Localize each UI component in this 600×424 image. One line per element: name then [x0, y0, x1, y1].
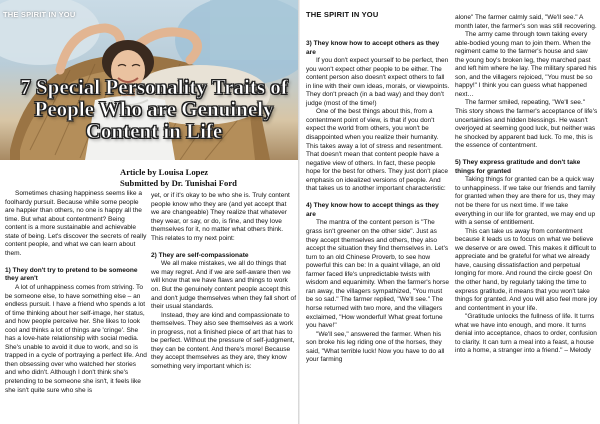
point-3-paragraph-a: If you don't expect yourself to be perfect, then you won't expect other people to be either. The content person also doesn't expect others to fall in line with their own ideas, morals, or viewpoints. They don't preach (in a bad way) and they don't judge (most of the time!): [306, 57, 450, 107]
point-4-paragraph-d: The army came through town taking every able-bodied young man to join them. When the regiment came to the farmer's house and saw the young boy's broken leg, they marched past and left him where he lay. The military spared his son, and the villagers rejoiced, "You must be so happy!" I think you can guess what happened next…: [455, 31, 597, 98]
author-line: Article by Louisa Lopez: [120, 167, 209, 177]
point-2-paragraph-a: We all make mistakes, we all do things that we may regret. And if we are self-aware then we will know that we have flaws and things to work on. But the genuinely content people accept this and don't judge themselves when they fall short of their usual standards.: [151, 260, 297, 311]
point-5-paragraph-b: This can take us away from contentment because it leads us to focus on what we believe we deserve or are owed. This makes it difficult to appreciate and be grateful for what we already have, causing dissatisfaction and perpetual longing for more. And round the circle goes! On the other hand, by regularly taking the time to express gratitude, it means that you won't take things for granted. And you will also feel more joy and contentment in your life.: [455, 227, 598, 312]
point-3-paragraph-b: One of the best things about this, from a contentment point of view, is that if you don't expect the world from others, you won't be disappointed when you realize their humanity. This takes away a lot of stress and resentment. That doesn't mean that content people have a negative view of others. In fact, these people hope for the best for others. They just don't place emphasis on idealized versions of people. And that takes us to another important characteristic:: [306, 108, 448, 193]
point-1-paragraph: A lot of unhappiness comes from striving. To be someone else, to have something else – an endless pursuit. I have a friend who spends a lot of time thinking about her self-image, her status, and how people perceive her. She likes to look cool and thinks a lot of things are 'cringe'. She has a love-hate relationship with social media. She's unable to avoid it due to work, and so is trapped in a cycle of portraying a perfect life. And then obsessing over who watched her stories and who didn't. Although I don't think she's pretending to be someone she isn't, it feels like she isn't quite sure who she is: [5, 284, 147, 394]
section-label: THE SPIRIT IN YOU: [3, 10, 76, 19]
point-2-paragraph-b: Instead, they are kind and compassionate to themselves. They also see themselves as a work in progress, not a finished piece of art that has to be perfect. Without the pressure of self-judgment, they can be content. And there's more! Because they accept themselves as they are, they know something very important which is:: [151, 311, 295, 370]
point-5-quote: "Gratitude unlocks the fullness of life. It turns what we have into enough, and more. It turns denial into acceptance, chaos to order, confusion to clarity. It can turn a meal into a feast, a house into a home, a stranger into a friend." – Melody: [455, 313, 597, 355]
point-1-continued: yet, or if it's okay to be who she is. Truly content people know who they are (and yet accept that we are changeable) They realize that whatever they wear, or say, or do, is fine, and they love themselves for it, no matter what others think. This relates to my next point:: [151, 192, 290, 242]
right-page: [300, 0, 600, 424]
point-4-paragraph-e: The farmer smiled, repeating, "We'll see." This story shows the farmer's acceptance of life's uncertainties and hidden blessings. He wasn't overjoyed at seeming good luck, but neither was he shocked by apparent bad luck. To me, this is the essence of contentment.: [455, 99, 598, 150]
point-4-paragraph-c: alone" The farmer calmly said, "We'll see." A month later, the farmer's son was still recovering.: [455, 14, 597, 30]
point-2-heading: 2) They are self-compassionate: [151, 251, 249, 259]
point-5-heading: 5) They express gratitude and don't take things for granted: [455, 159, 581, 175]
right-column-2: [455, 14, 598, 356]
left-column-2: [151, 192, 296, 371]
submitted-line: Submitted by Dr. Tunishai Ford: [120, 178, 237, 188]
point-5-paragraph-a: Taking things for granted can be a quick way to unhappiness. If we take our friends and family for granted when they are there for us, they may not be there for us next time. If we take everything in our life for granted, we may end up with a sense of entitlement.: [455, 176, 596, 227]
article-title: 7 Special Personality Traits of People Who are Genuinely Content in Life: [20, 75, 288, 143]
intro-paragraph: Sometimes chasing happiness seems like a foolhardy pursuit. Because while some people are happier than others, no one is happy all the time. But what about contentment? Being content is a more sustainable and achievable state of being. Let's discover the secrets of really content people, and what we can learn about them.: [5, 190, 147, 257]
point-1-heading: 1) They don't try to pretend to be someone they aren't: [5, 266, 138, 283]
point-4-paragraph-a: The mantra of the content person is "The grass isn't greener on the other side". Just as they accept themselves and others, they also accept the situation they find themselves in. Let's turn to an old Chinese Proverb, to see how powerful this can be: In a quaint village, an old farmer faced life's unpredictable twists with wisdom and equanimity. When the farmer's horse ran away, the villagers sympathized, "You must be so sad." The farmer replied, "We'll see." The horse returned with two more, and the villagers exclaimed, "How wonderful! What great fortune you have!": [306, 219, 450, 330]
point-4-heading: 4) They know how to accept things as they are: [306, 202, 439, 218]
point-4-paragraph-b: "We'll see," answered the farmer. When his son broke his leg riding one of the horses, they said, "What terrible luck! Now you have to do all your farming: [306, 330, 445, 364]
point-3-heading: 3) They know how to accept others as they are: [306, 40, 440, 56]
section-label: THE SPIRIT IN YOU: [306, 10, 379, 19]
byline: [120, 167, 295, 189]
right-column-1: [306, 40, 450, 365]
left-column-1: [5, 190, 147, 395]
